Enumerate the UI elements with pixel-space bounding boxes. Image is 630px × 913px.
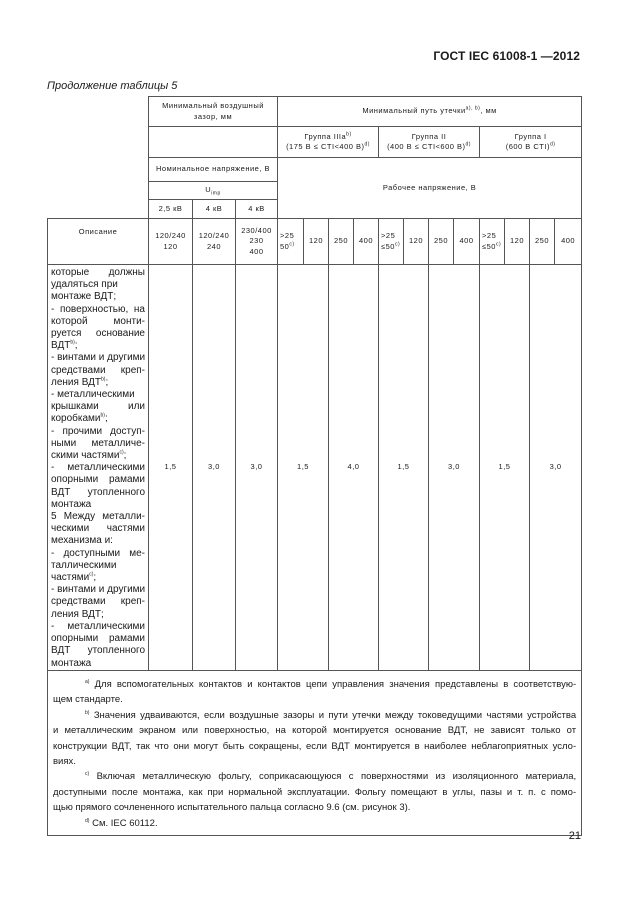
group-iiia-header: Группа IIIa$^{b)}$ (175 В ≤ CTI<400 В)$^{d)}$ <box>278 127 379 158</box>
table-footnotes <box>48 671 582 836</box>
description-line: ВДТ утопленного <box>51 645 145 657</box>
uimp-value-3: 4 кВ <box>236 200 278 219</box>
uimp-value-1: 2,5 кВ <box>149 200 193 219</box>
description-line: - металлическими <box>51 389 135 401</box>
description-line: - доступными ме- <box>51 547 145 559</box>
creepage-col-6: 120 <box>404 219 429 265</box>
creepage-col-7: 250 <box>429 219 454 265</box>
description-line: монтажа <box>51 498 92 510</box>
group-iiia-value-high: 4,0 <box>329 265 379 671</box>
creepage-col-8: 400 <box>454 219 480 265</box>
group-ii-header: Группа II (400 В ≤ CTI<600 В)$^{d)}$ <box>379 127 480 158</box>
description-line: ления ВДТ$^{b)}$; <box>51 376 109 388</box>
description-line: которые должны <box>51 267 145 278</box>
footnote-line: $^{a)}$ Для вспомогательных контактов и контактов цепи управления значения представлены в соответствую- <box>85 678 577 690</box>
description-line: ческими частями <box>51 523 145 535</box>
description-line: коробками$^{b)}$; <box>51 413 108 425</box>
creepage-col-1: >25 50$^{c)}$ <box>278 219 304 265</box>
description-line: - прочими доступ- <box>51 425 145 437</box>
creepage-col-2: 120 <box>304 219 329 265</box>
footnote-line: и металлическим экраном или поверхностью, на которой монтируется основание ВДТ, не зависят только от <box>53 725 577 737</box>
creepage-col-3: 250 <box>329 219 354 265</box>
table-5-continuation <box>47 96 582 836</box>
empty-left-cell <box>48 158 149 219</box>
empty-corner-cell <box>48 97 149 158</box>
footnote-line: $^{b)}$ Значения удваиваются, если воздушные зазоры и пути утечки между токоведущими частями устройства <box>85 709 577 721</box>
description-line: ными металличе- <box>51 437 145 449</box>
footnote-line: $^{d)}$ См. IEC 60112. <box>85 817 158 829</box>
clearance-blank-cell <box>149 127 278 158</box>
description-line: ления ВДТ; <box>51 608 104 620</box>
description-line: - металлическими <box>51 620 145 632</box>
group-ii-value-high: 3,0 <box>429 265 480 671</box>
clearance-header: Минимальный воздушный зазор, мм <box>149 97 278 127</box>
creepage-col-4: 400 <box>354 219 379 265</box>
creepage-col-5: >25 $\le 50^{c)}$ <box>379 219 404 265</box>
creepage-col-11: 250 <box>530 219 555 265</box>
description-line: - металлическими <box>51 462 145 474</box>
group-i-value-high: 3,0 <box>530 265 582 671</box>
group-i-value-low: 1,5 <box>480 265 530 671</box>
description-line: удаляться при <box>51 279 118 291</box>
footnote-line: виях. <box>53 756 76 768</box>
creepage-col-10: 120 <box>505 219 530 265</box>
clearance-value-3: 3,0 <box>236 265 278 671</box>
standard-designation: ГОСТ IEC 61008-1 —2012 <box>433 49 580 63</box>
row-description <box>48 265 149 671</box>
description-line: опорными рамами <box>51 474 145 486</box>
page-number: 21 <box>568 830 581 842</box>
clearance-col-2: 120/240 240 <box>193 219 236 265</box>
description-header: Описание <box>48 219 149 265</box>
description-line: частями$^{c)}$; <box>51 571 97 584</box>
group-iiia-value-low: 1,5 <box>278 265 329 671</box>
description-line: которой монти- <box>51 315 145 327</box>
description-line: скими частями$^{c)}$; <box>51 449 127 462</box>
description-line: крышками или <box>51 401 145 413</box>
clearance-value-1: 1,5 <box>149 265 193 671</box>
description-line: ВДТ утопленного <box>51 486 145 498</box>
description-line: таллическими <box>51 559 117 571</box>
description-line: опорными рамами <box>51 633 145 645</box>
group-i-header: Группа I (600 В CTI)$^{d)}$ <box>480 127 582 158</box>
description-line: монтажа <box>51 657 92 669</box>
description-line: средствами креп- <box>51 596 145 608</box>
creepage-col-12: 400 <box>555 219 582 265</box>
description-line: руется основание <box>51 328 145 340</box>
description-line: механизма и: <box>51 535 113 547</box>
creepage-header: Минимальный путь утечки$^{a), b)}$, мм <box>278 97 582 127</box>
clearance-col-1: 120/240 120 <box>149 219 193 265</box>
rated-voltage-label: Номинальное напряжение, В <box>149 158 278 182</box>
footnote-line: $^{c)}$ Включая металлическую фольгу, соприкасающуюся с поверхностями из изоляционного материала, <box>85 771 577 783</box>
description-line: - винтами и другими <box>51 584 146 596</box>
footnote-line: доступными после монтажа, как при нормальной эксплуатации. Фольгу помещают в углы, пазы и т. п. с помо- <box>53 786 577 798</box>
footnote-line: конструкции ВДТ, так что они могут быть сокращены, если ВДТ монтируется в наиболее неблагоприятных усло- <box>53 740 577 752</box>
uimp-label: $U_{imp}$ <box>149 182 278 200</box>
table-caption: Продолжение таблицы 5 <box>47 80 178 92</box>
description-line: средствами креп- <box>51 364 145 376</box>
group-ii-value-low: 1,5 <box>379 265 429 671</box>
footnote-line: щью прямого сочлененного испытательного пальца согласно 9.6 (см. рисунок 3). <box>53 802 411 814</box>
description-line: ВДТ$^{b)}$; <box>51 339 78 352</box>
description-line: - винтами и другими <box>51 352 146 364</box>
uimp-value-2: 4 кВ <box>193 200 236 219</box>
description-line: 5 Между металли- <box>51 511 145 523</box>
footnote-line: щем стандарте. <box>53 694 123 706</box>
clearance-value-2: 3,0 <box>193 265 236 671</box>
clearance-col-3: 230/400 230 400 <box>236 219 278 265</box>
description-line: монтаже ВДТ; <box>51 291 117 303</box>
description-line: - поверхностью, на <box>51 303 145 315</box>
creepage-col-9: >25 $\le 50^{c)}$ <box>480 219 505 265</box>
working-voltage-label: Рабочее напряжение, В <box>278 158 582 219</box>
